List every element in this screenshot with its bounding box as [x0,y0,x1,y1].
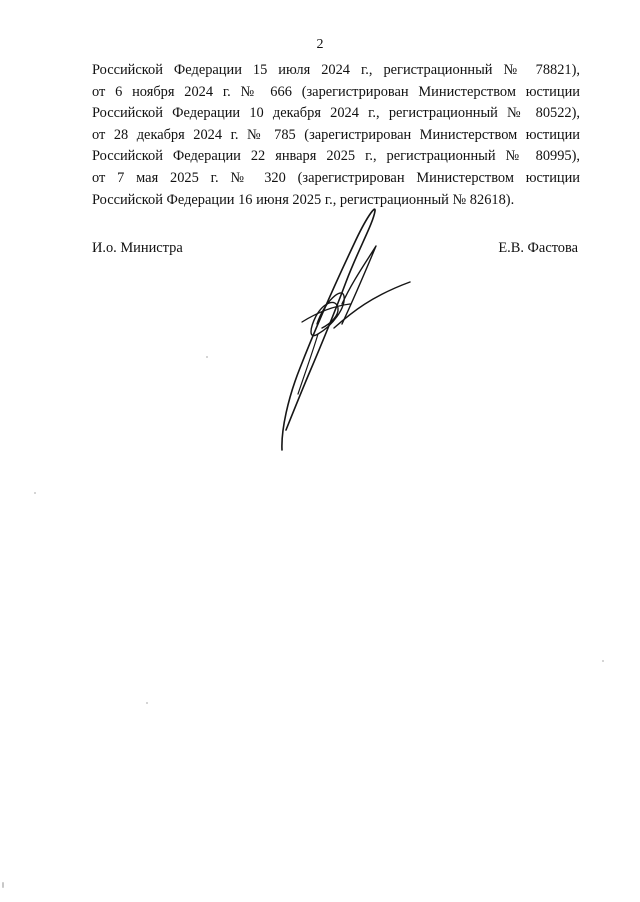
paragraph-line: Российской Федерации 15 июля 2024 г., регистрационный № 78821), [92,62,580,78]
scan-speck [34,492,36,494]
scan-speck [602,660,604,662]
paragraph-text [92,60,580,211]
paragraph-line: Российской Федерации 22 января 2025 г., регистрационный № 80995), [92,148,580,165]
signatory-title: И.о. Министра [92,240,183,256]
scan-speck [206,356,208,358]
paragraph-line: Российской Федерации 16 июня 2025 г., регистрационный № 82618). [92,191,515,208]
paragraph-line: от 28 декабря 2024 г. № 785 (зарегистрирован Министерством юстиции [92,126,580,143]
page-number: 2 [316,37,324,52]
paragraph-line: от 6 ноября 2024 г. № 666 (зарегистрирован Министерством юстиции [92,83,580,100]
paragraph-line: Российской Федерации 10 декабря 2024 г., регистрационный № 80522), [92,105,580,122]
signatory-name: Е.В. Фастова [498,240,578,256]
handwritten-signature [262,198,422,454]
scan-speck [2,882,4,888]
paragraph-line: от 7 мая 2025 г. № 320 (зарегистрирован Министерством юстиции [92,169,580,186]
scan-speck [146,702,148,704]
